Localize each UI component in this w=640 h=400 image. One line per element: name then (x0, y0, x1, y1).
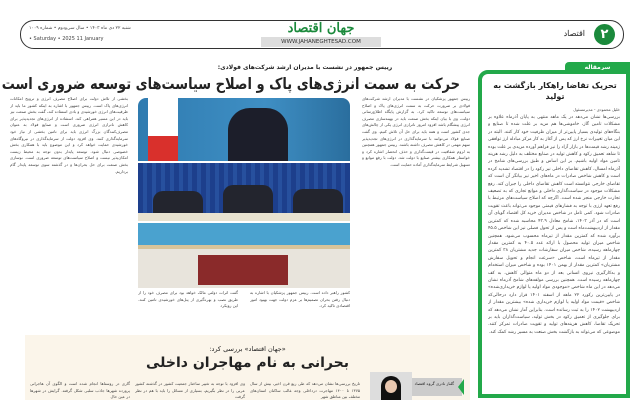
officials-photo (138, 163, 350, 221)
section-label: اقتصاد (563, 29, 585, 38)
meeting-hall-photo (138, 223, 350, 288)
issue-info: شنبه ۲۲ دی ماه ۱۴۰۳ • سال سی‌ودوم • شماره ۱۰۰۹ (29, 26, 131, 31)
author-face (385, 380, 397, 393)
bottom-article-col1: تاریخ بررسی‌ها نشان می‌دهد که طی ربع قرن اخیر، بیش از سال ۱۳۷۵ تا ۱۴۰۰ مهاجرت درداخلی وجه غالب ساکنان استان‌های مختلف بین مناطق شهر (250, 381, 360, 400)
website-url[interactable]: WWW.JAHANEGHTESAD.COM (261, 37, 381, 47)
editorial-body: بررسی‌ها نشان می‌دهد در یک ماهه منتهی به پایان آذرماه علاوه بر مشکلات تامین گاز، خاموشی‌ها هم مزید بر علت شده تا صنایع و بنگاه‌های تولیدی بسیار پایین‌تر از میزان ظرفیت خود کار کنند. البته در این میان تغییرات نرخ ارز که پس از آغاز به کار مرکز مبادله ارز توافقی زمینه رشد قیمت‌ها در بازار آزاد را نیز فراهم آورده مزیدی بر علت بوده تا شاهد تعمیق رکود و کاهش تولید در صنایع مختلف به دلیل رشد هزینه تامین مواد اولیه باشیم. بر این اساس و طبق بررسی‌های شامخ در آذرماه امسال، کاهش تقاضای داخلی نیز رکود را در اقتصاد تشدید کرده است و کاهش شاخص صادرات در ماه‌های اخیر نیز بیانگر آن است که تقاضای خارجی نتوانسته است کاهش تقاضای داخلی را جبران کند. رفع مشکلات موجود در سیاست‌گذاری داخلی و موانع تجاری که به تضعیف تجارت خارجی منجر شده است. اگرچه که اصلاح سیاست‌های مرتبط با رفع تعهد ارزی با توجه به فشارهای قیمتی موجود می‌تواند باعث تقویت صادرات شود. کمی تامل در شاخص مدیران خرید کل اقتصاد گویای آن است که در آذر ۱۴۰۳، شامخ معادل ۴۳.۹ محاسبه شده که کمترین مقدار از اردیبهشت‌ماه است و پس از تحول فصلی نیز این شاخص ۴۵.۵ برآورد شده که کمترین مقدار از تیرماه محسوب می‌شود. همچنین شاخص میزان تولید محصول با ارائه عدد ۴۰.۵ به کمترین مقدار چهارماهه رسیده، شاخص میزان سفارشات جدید مشتریان ۳۸ کمترین مقدار از تیرماه است، شاخص «سرعت انجام و تحویل سفارش مشتریان» کمترین مقدار از بهمن ۱۴۰۱ بوده و شاخص میزان استخدام و به‌کارگیری نیروی انسانی بعد از دو ماه متوالی کاهش، به کف چهارماهه رسیده است. همچنین بررسی مولفه‌های شامخ آذرماه نشان می‌دهد در این ماه شاخص «موجودی مواد اولیه یا لوازم خریداری‌شده» در پایین‌ترین رکورد ۲۲ ماهه از اسفند ۱۴۰۱ قرار دارد درحالی‌که شاخص «قیمت مواد اولیه یا لوازم خریداری شده» بیشترین مقدار از اردیبهشت ۱۴۰۲ را به ثبت رسانده است. بنابراین آمار نشان می‌دهد که برای جلوگیری از تعمیق رکود در بخش تولید، سیاست‌گذاران باید بر تحریک تقاضا، کاهش هزینه‌های تولید و تقویت صادرات تمرکز کنند. موضوعی که می‌تواند به بازگشت بخش صنعت به مسیر رشد کمک کند. (488, 115, 620, 335)
president-photo (138, 98, 350, 161)
editorial-tab: سرمقاله (565, 62, 630, 74)
masthead (20, 20, 624, 49)
carpet (198, 255, 288, 285)
date-info: • Saturday • 2025 11 January (29, 36, 104, 42)
byline-arrow-icon (458, 379, 464, 395)
page-number-badge: ۲ (594, 24, 615, 45)
article-headline: حرکت به سمت انرژی‌های پاک و اصلاح سیاست‌های توسعه ضروری است (1, 75, 461, 93)
photo-caption-right: کشور راهبر داده است. رییس جمهور پزشکیان با اشاره به دنبال رفتن بحران تصمیم‌ها بر عزم دولت جهت بهبود امور اقتصادی تاکید کرد. (250, 290, 350, 309)
article-column-left: بخشی از تلاش دولت برای اصلاح مصرف انرژی و ترویج امکانات انرژی‌های پاک است. رییس جمهور با اشاره به اینکه کشور ما باید از ظرفیت‌های انرژی خورشیدی و بادی استفاده کند، گفت بخش صنعت نیز باید در این مسیر همراهی کند. استفاده از انرژی‌های تجدیدپذیر برای کاهش ناترازی انرژی ضروری است و صنایع فولاد به عنوان مصرف‌کنندگان بزرگ انرژی باید برای تامین بخشی از نیاز خود سرمایه‌گذاری کنند. وی افزود دولت از سرمایه‌گذاری در نیروگاه‌های خورشیدی حمایت خواهد کرد و این موضوع باید با همکاری بخش خصوصی دنبال شود. توسعه پایدار بدون توجه به محیط زیست امکان‌پذیر نیست و اصلاح سیاست‌های توسعه ضروری است. نوسازی بخش صنعت برای حل بحران‌ها و در گذشته سوی توسعه پایدار گام برداریم. (10, 96, 128, 174)
bottom-article-col2: وی افزود با توجه به تغییر ساختار جمعیت کشور در گذشته کشور عربی را در نظر بگیریم، بسیاری از مسائل را باید با هم در نظر گرفت (135, 381, 245, 400)
table-edge (138, 213, 350, 221)
editorial-author: خلیل محمودی - مدیرمسئول (573, 107, 620, 112)
meeting-table (138, 245, 350, 249)
bottom-article-kicker: «جهان اقتصاد» بررسی کرد: (209, 345, 286, 353)
editorial-title: تحریک تقاضا راهکار بازگشت به تولید (493, 81, 617, 101)
author-byline: گلناز نادری گروه اقتصاد (412, 378, 462, 396)
newspaper-logo: جهان اقتصاد (287, 21, 355, 36)
article-column-right: رییس جمهور پزشکیان در نشست با مدیران ارشد شرکت‌های فولادی بر ضرورت حرکت به سمت انرژی‌های پاک و اصلاح سیاست‌های توسعه تاکید کرد. به گزارش پایگاه اطلاع‌رسانی دولت، وی با بیان اینکه بخش صنعت باید در بهینه‌سازی مصرف انرژی پیشگام باشد افزود امروز ناترازی انرژی یکی از چالش‌های جدی کشور است و همه باید برای حل آن تلاش کنیم. وی گفت صنایع فولاد می‌توانند با سرمایه‌گذاری در انرژی‌های تجدیدپذیر سهم مهمی در کاهش مصرف داشته باشند. رییس جمهور همچنین به لزوم شفافیت در قیمت‌گذاری و حذف انحصار اشاره کرد و خواستار همکاری بیشتر صنایع با دولت شد. دولت با رفع موانع و تسهیل شرایط سرمایه‌گذاری آماده حمایت است. (362, 96, 470, 167)
article-kicker: رییس جمهور در نشست با مدیران ارشد شرکت‌های فولادی: (217, 64, 393, 71)
bottom-article-col3: گاری در روستاها انجام شده است و الگوی آن هاجرانی پرورده شهرها جاذب سلبی شکل گرفته. گرایش در شهرها در عین حال (30, 381, 130, 400)
flag-image (148, 98, 178, 161)
author-photo (370, 372, 412, 400)
bottom-article-headline: بحرانی به نام مهاجران داخلی (146, 355, 349, 371)
president-figure (228, 108, 288, 161)
photo-caption-left: گفت اثرات دولتی مالک خواهد بود برای مصرف خود را از طریق نصب و بهره‌گیری از پنل‌های خورشیدی تامین کنند. این رویکرد (138, 290, 238, 309)
